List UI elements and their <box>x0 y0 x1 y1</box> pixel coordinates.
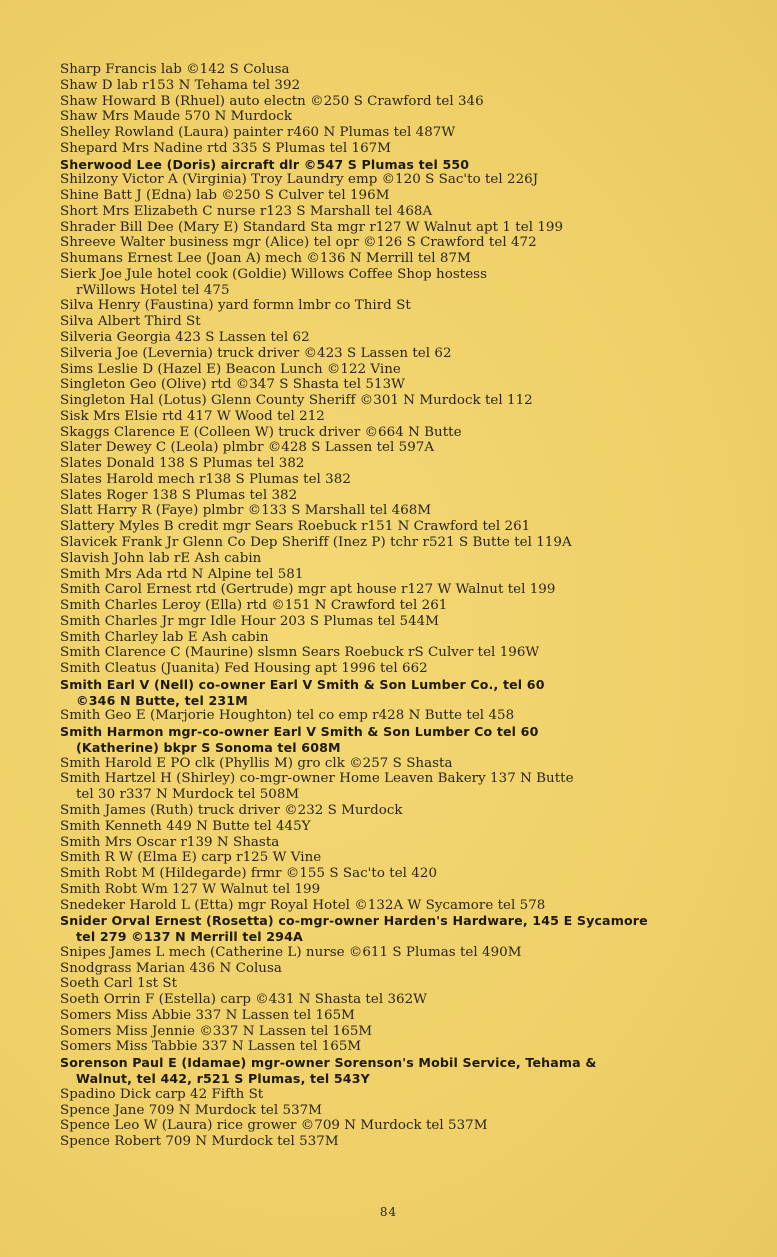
entry-text: Smith Geo E (Marjorie Houghton) tel co emp r428 N Butte tel 458 <box>60 708 515 724</box>
entry-text: Silveria Georgia 423 S Lassen tel 62 <box>60 330 310 346</box>
entry-text: Somers Miss Abbie 337 N Lassen tel 165M <box>60 1007 355 1023</box>
directory-entry <box>60 488 760 504</box>
directory-listing <box>60 62 760 1150</box>
entry-text: Singleton Geo (Olive) rtd ©347 S Shasta tel 513W <box>60 377 405 393</box>
directory-entry <box>60 677 760 709</box>
directory-entry <box>60 204 760 220</box>
entry-continuation: rWillows Hotel tel 475 <box>76 282 230 298</box>
page-number: 84 <box>379 1205 398 1219</box>
directory-entry <box>60 235 760 251</box>
directory-entry <box>60 803 760 819</box>
entry-text: Snedeker Harold L (Etta) mgr Royal Hotel ©132A W Sycamore tel 578 <box>60 897 546 913</box>
entry-text: Snipes James L mech (Catherine L) nurse ©611 S Plumas tel 490M <box>60 944 522 960</box>
entry-text: Shelley Rowland (Laura) painter r460 N Plumas tel 487W <box>60 125 456 141</box>
entry-text: Smith Charley lab E Ash cabin <box>60 629 269 645</box>
directory-entry <box>60 472 760 488</box>
directory-entry <box>60 1134 760 1150</box>
entry-text: Short Mrs Elizabeth C nurse r123 S Marshall tel 468A <box>60 203 433 219</box>
entry-text: Shreeve Walter business mgr (Alice) tel opr ©126 S Crawford tel 472 <box>60 235 537 251</box>
directory-entry <box>60 598 760 614</box>
directory-entry <box>60 1103 760 1119</box>
entry-text: Spence Robert 709 N Murdock tel 537M <box>60 1134 339 1150</box>
entry-text: Smith Earl V (Nell) co-owner Earl V Smith & Son Lumber Co., tel 60 <box>60 676 545 692</box>
directory-entry <box>60 440 760 456</box>
entry-text: Shaw D lab r153 N Tehama tel 392 <box>60 77 301 93</box>
entry-text: Somers Miss Jennie ©337 N Lassen tel 165M <box>60 1023 373 1039</box>
entry-text: Slates Harold mech r138 S Plumas tel 382 <box>60 471 351 487</box>
directory-entry <box>60 756 760 772</box>
directory-entry <box>60 456 760 472</box>
entry-text: Smith Cleatus (Juanita) Fed Housing apt 1996 tel 662 <box>60 661 428 677</box>
entry-text: Somers Miss Tabbie 337 N Lassen tel 165M <box>60 1039 362 1055</box>
directory-entry <box>60 188 760 204</box>
entry-text: Shrader Bill Dee (Mary E) Standard Sta mgr r127 W Walnut apt 1 tel 199 <box>60 219 564 235</box>
directory-entry <box>60 630 760 646</box>
directory-entry <box>60 109 760 125</box>
directory-entry <box>60 503 760 519</box>
directory-entry <box>60 330 760 346</box>
entry-text: Smith Harold E PO clk (Phyllis M) gro clk ©257 S Shasta <box>60 755 453 771</box>
entry-text: Silveria Joe (Levernia) truck driver ©423 S Lassen tel 62 <box>60 345 452 361</box>
entry-continuation: tel 279 ©137 N Merrill tel 294A <box>76 929 303 945</box>
entry-text: Smith R W (Elma E) carp r125 W Vine <box>60 850 322 866</box>
directory-entry <box>60 961 760 977</box>
directory-entry <box>60 1087 760 1103</box>
directory-entry <box>60 94 760 110</box>
directory-entry <box>60 1039 760 1055</box>
entry-text: Smith Kenneth 449 N Butte tel 445Y <box>60 818 311 834</box>
entry-text: Slates Donald 138 S Plumas tel 382 <box>60 456 305 472</box>
entry-continuation: ©346 N Butte, tel 231M <box>76 692 248 708</box>
entry-text: Smith Charles Leroy (Ella) rtd ©151 N Crawford tel 261 <box>60 598 448 614</box>
entry-text: Soeth Carl 1st St <box>60 976 178 992</box>
directory-entry <box>60 220 760 236</box>
directory-entry <box>60 1024 760 1040</box>
directory-entry <box>60 835 760 851</box>
entry-text: Singleton Hal (Lotus) Glenn County Sheriff ©301 N Murdock tel 112 <box>60 393 533 409</box>
directory-entry <box>60 945 760 961</box>
entry-text: Smith Harmon mgr-co-owner Earl V Smith & Son Lumber Co tel 60 <box>60 724 539 740</box>
directory-entry <box>60 708 760 724</box>
directory-entry <box>60 551 760 567</box>
entry-text: Sierk Joe Jule hotel cook (Goldie) Willows Coffee Shop hostess <box>60 266 488 282</box>
directory-entry <box>60 298 760 314</box>
directory-entry <box>60 377 760 393</box>
directory-entry <box>60 992 760 1008</box>
entry-text: Slavicek Frank Jr Glenn Co Dep Sheriff (Inez P) tchr r521 S Butte tel 119A <box>60 534 572 550</box>
directory-entry <box>60 78 760 94</box>
directory-entry <box>60 1118 760 1134</box>
entry-text: Smith Mrs Ada rtd N Alpine tel 581 <box>60 566 304 582</box>
directory-entry <box>60 898 760 914</box>
directory-entry <box>60 519 760 535</box>
entry-text: Silva Henry (Faustina) yard formn lmbr co Third St <box>60 298 411 314</box>
entry-continuation: tel 30 r337 N Murdock tel 508M <box>76 787 300 803</box>
directory-entry <box>60 567 760 583</box>
entry-text: Slater Dewey C (Leola) plmbr ©428 S Lassen tel 597A <box>60 440 435 456</box>
directory-entry <box>60 976 760 992</box>
entry-text: Sharp Francis lab ©142 S Colusa <box>60 62 290 77</box>
entry-text: Spadino Dick carp 42 Fifth St <box>60 1086 264 1102</box>
entry-text: Soeth Orrin F (Estella) carp ©431 N Shasta tel 362W <box>60 992 427 1008</box>
directory-entry <box>60 535 760 551</box>
entry-text: Shaw Mrs Maude 570 N Murdock <box>60 109 292 125</box>
directory-entry <box>60 409 760 425</box>
directory-entry <box>60 614 760 630</box>
entry-text: Slatt Harry R (Faye) plmbr ©133 S Marshall tel 468M <box>60 503 432 519</box>
entry-text: Smith Hartzel H (Shirley) co-mgr-owner Home Leaven Bakery 137 N Butte <box>60 771 574 787</box>
directory-entry <box>60 346 760 362</box>
entry-text: Slattery Myles B credit mgr Sears Roebuck r151 N Crawford tel 261 <box>60 519 531 535</box>
directory-entry <box>60 251 760 267</box>
entry-text: Smith Carol Ernest rtd (Gertrude) mgr apt house r127 W Walnut tel 199 <box>60 582 556 598</box>
directory-entry <box>60 582 760 598</box>
directory-entry <box>60 866 760 882</box>
directory-entry <box>60 882 760 898</box>
entry-text: Sims Leslie D (Hazel E) Beacon Lunch ©122 Vine <box>60 361 401 377</box>
directory-entry <box>60 314 760 330</box>
directory-entry <box>60 393 760 409</box>
directory-entry <box>60 661 760 677</box>
entry-text: Sorenson Paul E (Idamae) mgr-owner Sorenson's Mobil Service, Tehama & <box>60 1055 597 1071</box>
entry-text: Slates Roger 138 S Plumas tel 382 <box>60 487 298 503</box>
directory-entry <box>60 645 760 661</box>
entry-text: Snodgrass Marian 436 N Colusa <box>60 960 282 976</box>
directory-entry <box>60 724 760 756</box>
entry-text: Shumans Ernest Lee (Joan A) mech ©136 N Merrill tel 87M <box>60 251 471 267</box>
entry-continuation: Walnut, tel 442, r521 S Plumas, tel 543Y <box>76 1071 370 1086</box>
directory-entry <box>60 157 760 173</box>
entry-text: Smith Robt M (Hildegarde) frmr ©155 S Sac'to tel 420 <box>60 866 438 882</box>
directory-entry <box>60 771 760 803</box>
directory-entry <box>60 267 760 299</box>
entry-text: Sherwood Lee (Doris) aircraft dlr ©547 S Plumas tel 550 <box>60 156 470 172</box>
directory-entry <box>60 1055 760 1087</box>
entry-text: Spence Leo W (Laura) rice grower ©709 N Murdock tel 537M <box>60 1118 488 1134</box>
entry-text: Smith Robt Wm 127 W Walnut tel 199 <box>60 881 321 897</box>
directory-entry <box>60 62 760 78</box>
directory-entry <box>60 913 760 945</box>
entry-text: Shine Batt J (Edna) lab ©250 S Culver tel 196M <box>60 188 390 204</box>
entry-text: Slavish John lab rE Ash cabin <box>60 550 262 566</box>
directory-entry <box>60 125 760 141</box>
entry-text: Smith James (Ruth) truck driver ©232 S Murdock <box>60 802 403 818</box>
directory-entry <box>60 1008 760 1024</box>
entry-continuation: (Katherine) bkpr S Sonoma tel 608M <box>76 739 341 755</box>
entry-text: Smith Mrs Oscar r139 N Shasta <box>60 834 280 850</box>
entry-text: Snider Orval Ernest (Rosetta) co-mgr-owner Harden's Hardware, 145 E Sycamore <box>60 913 648 929</box>
entry-text: Shilzony Victor A (Virginia) Troy Laundry emp ©120 S Sac'to tel 226J <box>60 172 539 188</box>
directory-entry <box>60 850 760 866</box>
directory-entry <box>60 362 760 378</box>
directory-entry <box>60 141 760 157</box>
entry-text: Shepard Mrs Nadine rtd 335 S Plumas tel 167M <box>60 140 392 156</box>
entry-text: Smith Charles Jr mgr Idle Hour 203 S Plumas tel 544M <box>60 613 439 629</box>
directory-entry <box>60 819 760 835</box>
entry-text: Silva Albert Third St <box>60 314 201 330</box>
entry-text: Sisk Mrs Elsie rtd 417 W Wood tel 212 <box>60 408 325 424</box>
entry-text: Shaw Howard B (Rhuel) auto electn ©250 S Crawford tel 346 <box>60 93 484 109</box>
entry-text: Smith Clarence C (Maurine) slsmn Sears Roebuck rS Culver tel 196W <box>60 645 540 661</box>
directory-entry <box>60 172 760 188</box>
entry-text: Skaggs Clarence E (Colleen W) truck driver ©664 N Butte <box>60 424 462 440</box>
directory-entry <box>60 425 760 441</box>
entry-text: Spence Jane 709 N Murdock tel 537M <box>60 1102 322 1118</box>
